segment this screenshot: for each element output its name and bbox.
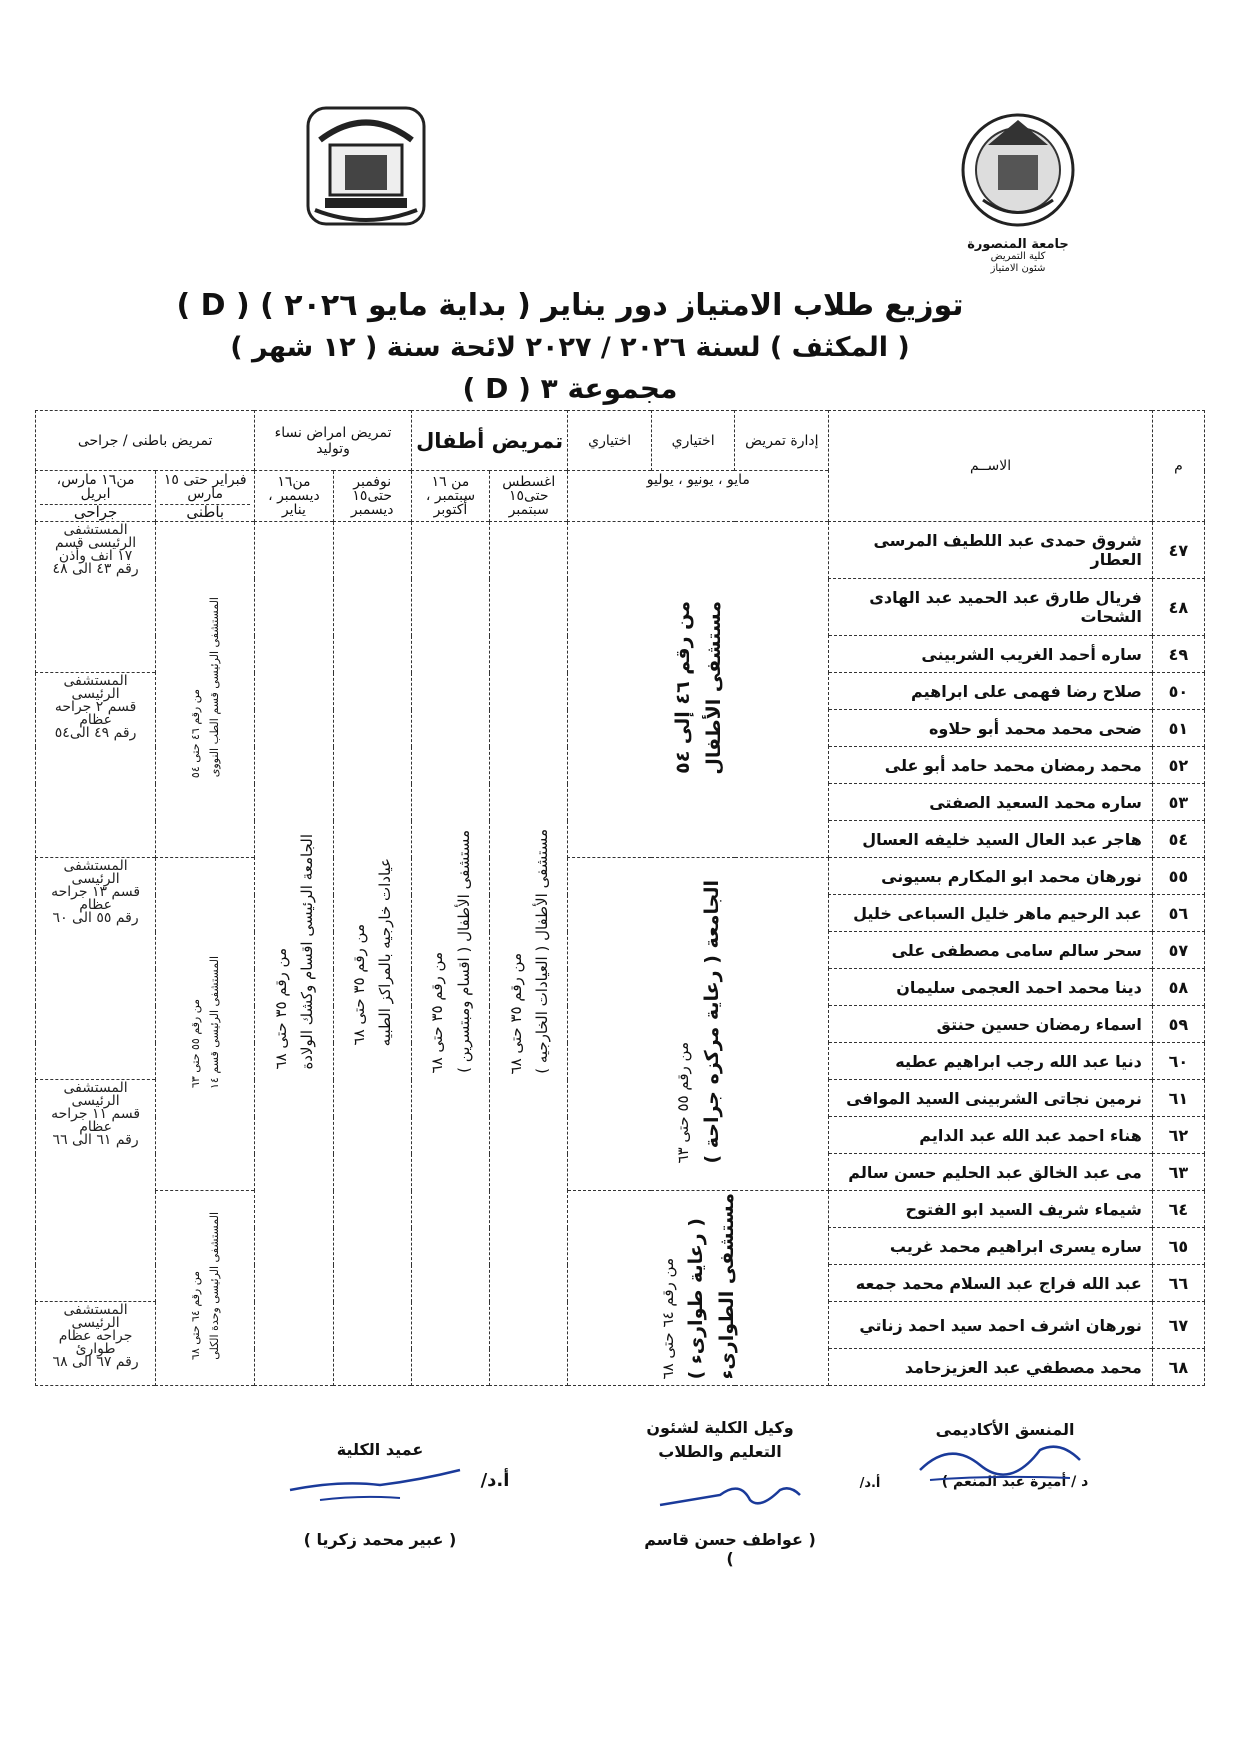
- ms-1-block-1-range: من رقم ٤٦ حتى ٥٤: [189, 688, 202, 778]
- ms-2-d-line2: قسم ١١ جراحه عظام: [51, 1106, 141, 1135]
- faculty-name: كلية التمريض: [990, 251, 1046, 262]
- period-ms-2-sub: جراحى: [40, 504, 151, 519]
- ob-1-place: عيادات خارجيه بالمراكز الطبيه: [376, 857, 395, 1046]
- admin-block-1: [568, 522, 829, 858]
- student-num: ٦٧: [1152, 1302, 1204, 1349]
- period-ms-1-label: فبراير حتى ١٥ مارس: [163, 472, 247, 502]
- student-num: ٥٢: [1152, 747, 1204, 784]
- ms-1-block-2-place: المستشفى الرئيسى قسم ١٤: [208, 955, 222, 1089]
- student-num: ٦١: [1152, 1080, 1204, 1117]
- student-name: دينا محمد احمد العجمى سليمان: [829, 969, 1153, 1006]
- admin-block-3-type: ( رعاية طوارىء ): [685, 1218, 708, 1380]
- ms-2-d-line1: المستشفى الرئيسى: [63, 1080, 128, 1109]
- period-ms-2: [36, 471, 156, 522]
- ms-2-e-line2: جراحه عظام طوارئ: [58, 1328, 133, 1357]
- period-ob-1: نوفمبر حتى١٥ ديسمبر: [333, 471, 411, 522]
- student-num: ٦٢: [1152, 1117, 1204, 1154]
- admin-block-1-hospital: مستشفى الأطفال: [702, 600, 725, 775]
- coordinator-title: المنسق الأكاديمى: [935, 1420, 1075, 1439]
- ms-2-block-c: [36, 858, 156, 1080]
- group-title: مجموعة ٣ ( D ): [462, 372, 678, 405]
- student-num: ٥٥: [1152, 858, 1204, 895]
- ped-1-place: مستشفى الأطفال ( العيادات الخارجيه ): [532, 829, 551, 1075]
- col-name-header: الاســم: [829, 411, 1153, 522]
- ms-2-d-line3: رقم ٦١ الى ٦٦: [52, 1132, 139, 1148]
- col-num-header: م: [1152, 411, 1204, 522]
- student-num: ٦٤: [1152, 1191, 1204, 1228]
- page-title: توزيع طلاب الامتياز دور يناير ( بداية مايو ٢٠٢٦ ) ( D ): [176, 288, 964, 323]
- table-row: [36, 522, 1205, 579]
- period-ms-1: [156, 471, 255, 522]
- vice-dean-signature: [650, 1470, 810, 1520]
- period-ped-1: اغسطس حتى١٥ سبتمبر: [490, 471, 568, 522]
- student-num: ٦٥: [1152, 1228, 1204, 1265]
- header-row-1: [36, 411, 1205, 471]
- student-num: ٤٧: [1152, 522, 1204, 579]
- col-elective2-header: اختياري: [568, 411, 651, 471]
- coordinator-signature: [910, 1430, 1090, 1490]
- student-num: ٥٨: [1152, 969, 1204, 1006]
- student-num: ٥٩: [1152, 1006, 1204, 1043]
- student-name: شروق حمدى عبد اللطيف المرسى العطار: [829, 522, 1153, 579]
- ms-2-c-line2: قسم ١٣ جراحه عظام: [51, 884, 141, 913]
- coordinator-name: د / أميرة عبد المنعم ): [941, 1474, 1089, 1490]
- admin-block-2-range: من رقم ٥٥ حتى ٦٣: [674, 1042, 693, 1164]
- col-obgyn-header: تمريض امراض نساء وتوليد: [255, 411, 412, 471]
- admin-block-3-range: من رقم ٦٤ حتى ٦٨: [658, 1257, 677, 1380]
- student-name: ضحى محمد محمد أبو حلاوه: [829, 710, 1153, 747]
- ped-1-range: من رقم ٣٥ حتى ٦٨: [506, 952, 525, 1075]
- period-ms-1-sub: باطنى: [160, 504, 250, 519]
- student-name: نورهان اشرف احمد سيد احمد زناتي: [829, 1302, 1153, 1349]
- table-row: [36, 858, 1205, 895]
- faculty-logo: [300, 100, 432, 232]
- schedule-table: [35, 410, 1205, 1386]
- student-name: ساره أحمد الغريب الشربينى: [829, 636, 1153, 673]
- ms-1-block-2: [156, 858, 255, 1191]
- ms-1-block-2-range: من رقم ٥٥ حتى ٦٣: [189, 999, 202, 1089]
- ped-2-place: مستشفى الأطفال ( اقسام ومبتسرين ): [454, 830, 473, 1074]
- ms-1-block-3-place: المستشفى الرئيسى وحدة الكلى: [208, 1212, 222, 1361]
- page-subtitle: ( المكثف ) لسنة ٢٠٢٦ / ٢٠٢٧ لائحة سنة ( ١٢ شهر ): [230, 332, 910, 363]
- dean-name: ( عبير محمد زكريا ): [303, 1530, 457, 1549]
- col-elective1-header: اختياري: [651, 411, 734, 471]
- ms-2-block-a: [36, 522, 156, 673]
- student-name: ساره محمد السعيد الصفتى: [829, 784, 1153, 821]
- ms-1-block-3-range: من رقم ٦٤ حتى ٦٨: [189, 1270, 202, 1361]
- ms-2-block-e: [36, 1302, 156, 1386]
- student-num: ٦٣: [1152, 1154, 1204, 1191]
- table-row: [36, 1191, 1205, 1228]
- student-name: عبد الرحيم ماهر خليل السباعى خليل: [829, 895, 1153, 932]
- student-name: شيماء شريف السيد ابو الفتوح: [829, 1191, 1153, 1228]
- ms-1-block-1-place: المستشفى الرئيسى قسم الطب النووى: [208, 597, 222, 778]
- col-admin-header: إدارة تمريض: [735, 411, 829, 471]
- period-ped-2: من ١٦ سبتمبر ، أكتوبر: [411, 471, 489, 522]
- ob-2-place: الجامعة الرئيسى اقسام وكشك الولادة: [298, 833, 317, 1070]
- period-admin: مايو ، يونيو ، يوليو: [568, 471, 829, 522]
- coordinator-prefix: أ.د/: [859, 1476, 881, 1491]
- period-ob-2: من١٦ ديسمبر ، يناير: [255, 471, 333, 522]
- ms-2-a-line2: ١٧ انف وأذن: [58, 548, 133, 564]
- ms-2-b-line1: المستشفى الرئيسى: [63, 673, 128, 702]
- ped-2-block: [411, 522, 489, 1386]
- ped-2-range: من رقم ٣٥ حتى ٦٨: [428, 951, 447, 1074]
- dean-title: عميد الكلية: [336, 1440, 424, 1459]
- ms-2-block-b: [36, 673, 156, 858]
- admin-block-3: [568, 1191, 829, 1386]
- ms-2-c-line1: المستشفى الرئيسى: [63, 858, 128, 887]
- student-name: ساره يسرى ابراهيم محمد غريب: [829, 1228, 1153, 1265]
- ms-2-a-line1: المستشفى الرئيسى قسم: [55, 522, 137, 551]
- student-name: مى عبد الخالق عبد الحليم حسن سالم: [829, 1154, 1153, 1191]
- student-name: هناء احمد عبد الله عبد الدايم: [829, 1117, 1153, 1154]
- ms-1-block-3: [156, 1191, 255, 1386]
- student-num: ٥٧: [1152, 932, 1204, 969]
- period-ms-2-label: من١٦ مارس، ابريل: [56, 472, 135, 502]
- admin-block-1-range: من رقم ٤٦ إلى ٥٤: [672, 601, 695, 775]
- student-name: صلاح رضا فهمى على ابراهيم: [829, 673, 1153, 710]
- admin-block-3-place: مستشفى الطوارىء: [715, 1193, 738, 1380]
- university-name: جامعة المنصورة: [967, 237, 1069, 252]
- ob-1-range: من رقم ٣٥ حتى ٦٨: [349, 924, 368, 1046]
- admin-block-2-place: الجامعة ( رعاية مركزه جراحة ): [700, 880, 723, 1164]
- ob-2-range: من رقم ٣٥ حتى ٦٨: [271, 947, 290, 1070]
- university-seal-icon: [958, 105, 1078, 235]
- dean-signature: [280, 1460, 470, 1510]
- ob-2-block: [255, 522, 333, 1386]
- student-num: ٦٨: [1152, 1349, 1204, 1386]
- university-logo: [958, 105, 1078, 287]
- student-name: سحر سالم سامى مصطفى على: [829, 932, 1153, 969]
- admin-block-2: [568, 858, 829, 1191]
- col-pediatrics-header: تمريض أطفال: [411, 411, 568, 471]
- student-num: ٥٣: [1152, 784, 1204, 821]
- ms-1-block-1: [156, 522, 255, 858]
- department-name: شئون الامتياز: [990, 263, 1046, 274]
- vice-dean-name: ( عواطف حسن قاسم ): [644, 1530, 816, 1568]
- student-num: ٦٦: [1152, 1265, 1204, 1302]
- ob-1-block: [333, 522, 411, 1386]
- vice-dean-title-2: التعليم والطلاب: [658, 1442, 782, 1461]
- student-name: نرمين نجاتى الشربينى السيد الموافى: [829, 1080, 1153, 1117]
- vice-dean-title-1: وكيل الكلية لشئون: [646, 1418, 794, 1437]
- student-num: ٥٤: [1152, 821, 1204, 858]
- student-num: ٦٠: [1152, 1043, 1204, 1080]
- student-name: محمد رمضان محمد حامد أبو على: [829, 747, 1153, 784]
- student-num: ٥٦: [1152, 895, 1204, 932]
- ms-2-e-line1: المستشفى الرئيسى: [63, 1302, 128, 1331]
- ped-1-block: [490, 522, 568, 1386]
- student-num: ٥١: [1152, 710, 1204, 747]
- student-name: اسماء رمضان حسين حنتق: [829, 1006, 1153, 1043]
- ms-2-b-line3: رقم ٤٩ الى٥٤: [54, 725, 137, 741]
- student-num: ٤٨: [1152, 579, 1204, 636]
- dean-prefix: أ.د/: [480, 1470, 510, 1491]
- student-name: عبد الله فراج عبد السلام محمد جمعه: [829, 1265, 1153, 1302]
- student-name: فريال طارق عبد الحميد عبد الهادى الشحات: [829, 579, 1153, 636]
- student-name: دنيا عبد الله رجب ابراهيم عطيه: [829, 1043, 1153, 1080]
- ms-2-b-line2: قسم ٢ جراحه عظام: [54, 699, 137, 728]
- ms-2-c-line3: رقم ٥٥ الى ٦٠: [52, 910, 139, 926]
- col-medsurg-header: تمريض باطنى / جراحى: [36, 411, 255, 471]
- student-num: ٥٠: [1152, 673, 1204, 710]
- student-name: هاجر عبد العال السيد خليفه العسال: [829, 821, 1153, 858]
- ms-2-a-line3: رقم ٤٣ الى ٤٨: [52, 561, 139, 577]
- ms-2-block-d: [36, 1080, 156, 1302]
- student-name: نورهان محمد ابو المكارم بسيونى: [829, 858, 1153, 895]
- ms-2-e-line3: رقم ٦٧ الى ٦٨: [52, 1354, 139, 1370]
- student-num: ٤٩: [1152, 636, 1204, 673]
- student-name: محمد مصطفي عبد العزيزحامد: [829, 1349, 1153, 1386]
